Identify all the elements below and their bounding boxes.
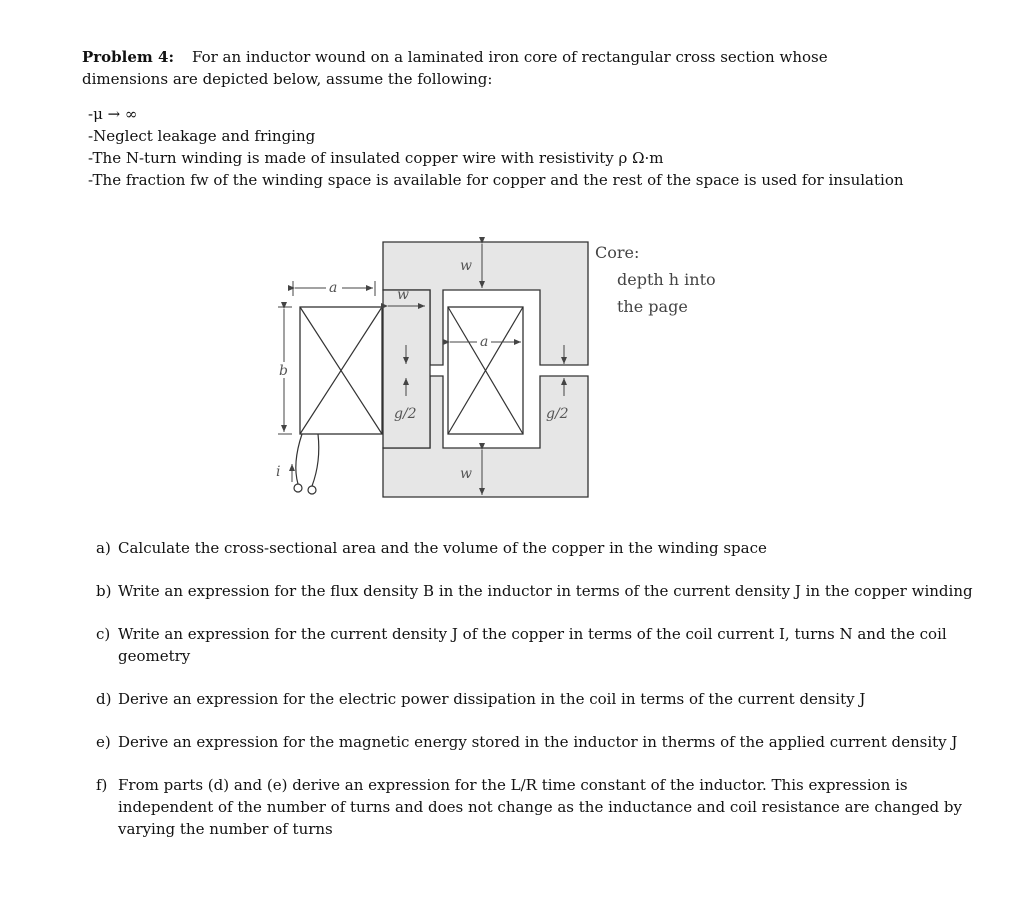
question-part (96, 774, 1006, 840)
assumption-item: -The fraction fw of the winding space is available for copper and the rest of the space is used for insulation (88, 171, 904, 189)
part-tag: a) (96, 539, 111, 557)
part-text: Write an expression for the flux density B in the inductor in terms of the current density J in the copper winding (118, 582, 973, 600)
assumption-item: -Neglect leakage and fringing (88, 127, 316, 145)
coil-lead-1 (296, 434, 302, 484)
label-w-top: w (460, 258, 472, 274)
label-a-mid: a (480, 334, 489, 350)
label-b: b (279, 363, 288, 379)
label-i: i (276, 464, 281, 480)
core-left-leg (383, 290, 430, 448)
part-tag: c) (96, 625, 111, 643)
problem-label: Problem 4: (82, 48, 174, 66)
part-text: Derive an expression for the electric power dissipation in the coil in terms of the current density J (118, 690, 866, 708)
inductor-diagram (260, 232, 730, 507)
question-part (96, 731, 1006, 753)
label-a-left: a (329, 280, 338, 296)
part-tag: f) (96, 776, 108, 794)
label-g-half-2: g/2 (546, 406, 569, 422)
part-tag: b) (96, 582, 112, 600)
inductor-core-figure (260, 232, 730, 507)
core-label-1: Core: (595, 243, 640, 262)
core-label-3: the page (617, 297, 688, 316)
question-parts (96, 537, 1006, 861)
question-part (96, 580, 1006, 602)
part-tag: d) (96, 690, 112, 708)
assumption-list (88, 103, 904, 191)
part-tag: e) (96, 733, 111, 751)
problem-intro: For an inductor wound on a laminated iron core of rectangular cross section whose dimensions are depicted below, assume the following: (82, 48, 828, 88)
assumption-item: -μ → ∞ (88, 105, 138, 123)
core-label-2: depth h into (617, 270, 716, 289)
assumption-item: -The N-turn winding is made of insulated copper wire with resistivity ρ Ω·m (88, 149, 664, 167)
part-text: Write an expression for the current density J of the copper in terms of the coil current I, turns N and the coil geometry (118, 625, 947, 665)
question-part (96, 537, 1006, 559)
label-w-bottom: w (460, 466, 472, 482)
label-w-mid: w (397, 287, 409, 303)
question-part (96, 688, 1006, 710)
label-g-half-1: g/2 (394, 406, 417, 422)
part-text: Calculate the cross-sectional area and the volume of the copper in the winding space (118, 539, 767, 557)
question-part (96, 623, 1006, 667)
part-text: From parts (d) and (e) derive an expression for the L/R time constant of the inductor. This expression is independent of the number of turns and does not change as the inductance and coil resistance are changed by varying the number of turns (118, 776, 962, 838)
part-text: Derive an expression for the magnetic energy stored in the inductor in therms of the applied current density J (118, 733, 958, 751)
problem-statement (82, 46, 902, 90)
coil-lead-2 (312, 434, 319, 486)
